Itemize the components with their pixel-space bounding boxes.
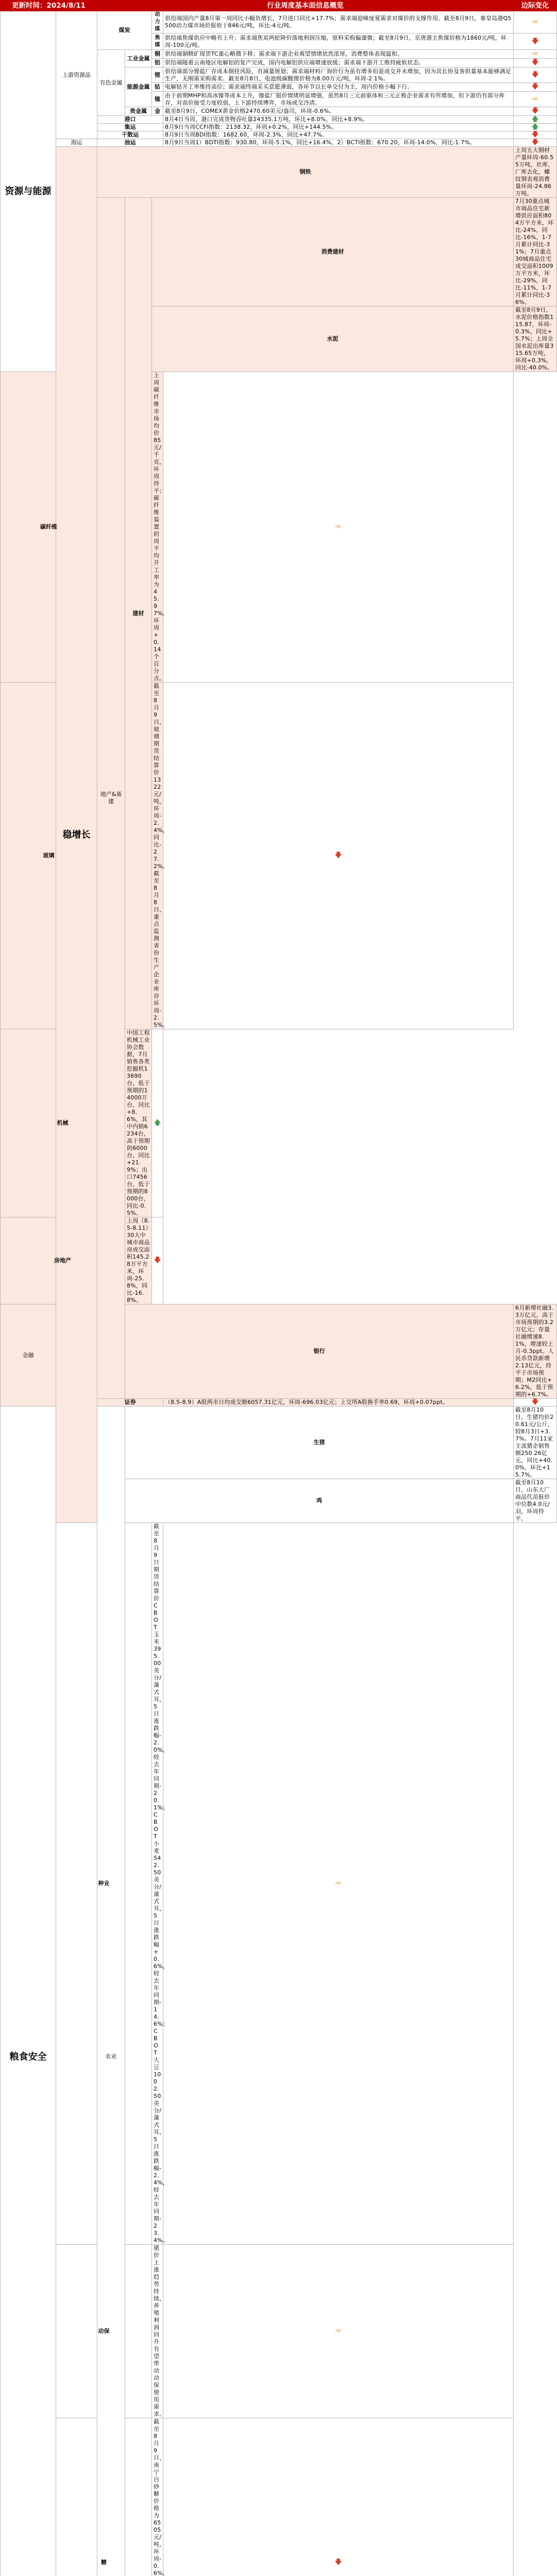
- item-label: 糖: [56, 2418, 152, 2576]
- item-label: 金: [152, 107, 163, 116]
- item-label: 钢铁: [97, 147, 514, 198]
- trend-icon: ⇨: [514, 50, 557, 59]
- item-label: 动保: [56, 2245, 152, 2418]
- item-label: 证券: [97, 1399, 163, 1406]
- item-label: 动力煤: [152, 11, 163, 33]
- table-title: 行业周度基本面信息概览: [97, 1, 514, 11]
- info-text: 上周五大钢材产量环周-60.55万吨，社库、厂库去化，螺纹钢表观消费量环周-24.86万吨。: [514, 147, 557, 198]
- info-text: 截至8月9日，水泥价格指数115.87，环周-0.3%，同比+5.7%；上周全国水泥出库量315.65万吨，环周+0.3%，同比-40.0%。: [514, 307, 557, 372]
- group-label: 海运: [56, 139, 97, 147]
- trend-icon: 🡇: [514, 33, 557, 50]
- trend-icon: 🡅: [152, 1029, 163, 1217]
- group-label: 建材: [125, 198, 152, 1029]
- trend-icon: 🡇: [514, 59, 557, 67]
- info-text: 截至8月10日，生猪均价20.61元/公斤，较8月3日+3.7%。7月11家主流猪企销售额250.26亿元，同比+40.0%，环比+15.7%。: [514, 1406, 557, 1479]
- item-label: 港口: [97, 116, 163, 124]
- info-text: 供给端随着云南地区电解铝的复产完成，国内电解铝供应端增速放缓；需求端下游开工维持疲软状态。: [163, 59, 514, 67]
- item-label: 消费建材: [152, 198, 514, 307]
- trend-icon: 🡇: [514, 67, 557, 83]
- item-label: 锂: [152, 67, 163, 83]
- item-label: 钴: [152, 83, 163, 92]
- info-text: 截至8月9日，玻璃期货结算价1322元/吨，环周-2.4%，同比-27.2%。截至8月8日，重点监测省份生产企业库存环周-2.5%。: [152, 683, 163, 1029]
- item-label: 干散运: [97, 131, 163, 139]
- info-text: 中国工程机械工业协会数据，7月销售各类挖掘机13690台，低于预期的14000万台，同比+8.6%，其中内销6234台，高于预期的6000台，同比+21.9%；出口7456台，低于预期的8000台，同比-0.5%。: [125, 1029, 152, 1217]
- info-text: 供给端焦煤供应中略有上升；需求端焦炭两轮降价落地利润压缩，原料采购偏谨慎；截至8月9日，京唐港主焦煤价格为1860元/吨，环周-100元/吨。: [163, 33, 514, 50]
- item-label: 机械: [1, 1029, 125, 1217]
- info-text: 电解钴开工率维持高位；需求端终端采买意愿薄弱，各环节以长单交付为主，周内价格小幅下行。: [163, 83, 514, 92]
- item-label: 集运: [97, 124, 163, 131]
- info-text: （8.5-8.9）A股两市日均成交额6057.31亿元，环周-696.03亿元；上交所A股换手率0.69，环周+0.07ppt。: [163, 1399, 514, 1406]
- trend-icon: ⇨: [163, 2245, 514, 2418]
- info-text: 8月9日当周BDI指数：1682.60，环周-2.3%，同比+47.7%。: [163, 131, 514, 139]
- item-label: 水泥: [152, 307, 514, 372]
- info-text: 截至8月9日期货结算价CBOT玉米395.00美分/蒲式耳，5日涨跌幅-2.0%，较去年同期-20.1%；CBOT小麦542.50美分/蒲式耳，5日涨跌幅+0.6%，较去年同期-14.6%；CBOT大豆1002.50美分/蒲式耳，5日涨跌幅-2.4%，较去年同期-23.4%。: [152, 1523, 163, 2245]
- group-label: 工业金属: [125, 50, 152, 67]
- info-text: 上周（8.5-8.11）30大中城市商品房成交面积145.28万平方米，环周-25.8%，同比-16.8%。: [125, 1217, 152, 1304]
- trend-icon: ⇨: [514, 11, 557, 33]
- trend-icon: 🡅: [514, 124, 557, 131]
- info-text: 猪价上涨趋势持续，养殖利润回升有望带动动保使用需求。: [152, 2245, 163, 2418]
- item-label: 玻璃: [1, 683, 97, 1029]
- item-label: 碳纤维: [1, 372, 97, 683]
- update-time: 更新时间：2024/8/11: [1, 1, 97, 11]
- trend-icon: 🡇: [514, 131, 557, 139]
- group-label: 有色金属: [97, 50, 125, 116]
- item-label: 焦煤: [152, 33, 163, 50]
- group-label: 煤炭: [97, 11, 152, 50]
- info-text: 供给端部分锂盐厂存成本倒挂风险，有减量规划；需求端材料厂询价行为虽有增多但是成交并未增加，因为其长协及客供量基本能够满足生产，无刚需采购需求。截至8月8日，电池级碳酸锂价格为8.00万元/吨，环周-2.1%。: [163, 67, 514, 83]
- item-label: 镍: [152, 92, 163, 107]
- item-label: 生猪: [125, 1406, 514, 1479]
- group-label: 金融: [1, 1304, 56, 1406]
- section-label: 资源与能源: [1, 11, 56, 372]
- item-label: 种业: [56, 1523, 152, 2245]
- trend-icon: 🡅: [514, 116, 557, 124]
- trend-icon: 🡇: [514, 107, 557, 116]
- item-label: 鸡: [125, 1479, 514, 1523]
- group-label: 贵金属: [125, 107, 152, 116]
- trend-icon: 🡇: [514, 1399, 557, 1406]
- item-label: 铝: [152, 59, 163, 67]
- info-text: 由于前期MHP和高冰镍等成本上升，镍盐厂挺价情绪明显增强，虽然8月三元前驱体和三元正极企业需求有所增加，但下游仍有部分库存，对高价接受力度较弱，上下游持续博弈，市场成交冷清。: [163, 92, 514, 107]
- trend-icon: 🡇: [152, 1217, 163, 1304]
- info-text: 供给端铜精矿现货TC重心略微下移；需求端下游企业观望情绪依然浓厚，消费整体表现温和。: [163, 50, 514, 59]
- info-text: 截至8月10日，山东大厂商品代苗报价中位数4.0元/羽，环周持平。: [514, 1479, 557, 1523]
- group-label: 地产&基建: [97, 198, 125, 1399]
- item-label: 铜: [152, 50, 163, 59]
- trend-icon: 🡇: [163, 2418, 514, 2576]
- info-text: 8月4日当周，港口完成货物吞吐量24335.1万吨，环比+8.0%，同比+8.9%。: [163, 116, 514, 124]
- group-label: 上游资源品: [56, 11, 97, 139]
- trend-icon: ⇨: [163, 372, 514, 683]
- info-text: 供给端国内产量8月第一周同比小幅负增长，7月进口同比+17.7%；需求端迎峰度夏需求对煤价的支撑作用。截至8月9日，秦皇岛港Q5500动力煤市场价报收于846元/吨，环比-4元/吨。: [163, 11, 514, 33]
- info-text: 6月新增社融3.3万亿元，高于市场预期的3.2万亿元；存量社融增速8.1%，增速较上月-0.3ppt。人民币贷款新增2.13亿元，持平于市场预期；M2同比+6.2%，低于预期的+6.7%。: [514, 1304, 557, 1399]
- info-text: 截至8月9日，南宁白砂糖价格为6505元/吨，环周-0.6%，: [152, 2418, 163, 2576]
- change-column-header: 边际变化: [514, 1, 557, 11]
- trend-icon: ⇨: [514, 92, 557, 107]
- section-label: 粮食安全: [1, 1406, 56, 2576]
- item-label: 银行: [125, 1304, 514, 1399]
- group-label: 能源金属: [125, 67, 152, 107]
- section-label: 稳增长: [56, 147, 97, 1523]
- trend-icon: 🡇: [163, 683, 514, 1029]
- info-text: 7月30重点城市商品住宅新增供应面积804万平方米，环比-24%，同比-16%，1-7月累计同比-31%；7月重点30城商品住宅成交面积1009万平方米，环比-29%，同比-11%，1-7月累计同比-36%。: [514, 198, 557, 307]
- item-label: 房地产: [1, 1217, 125, 1304]
- trend-icon: 🡇: [514, 83, 557, 92]
- group-label: 农业: [97, 1406, 125, 2576]
- trend-icon: 🡇: [514, 139, 557, 147]
- info-text: 截至8月9日，COMEX黄金价格2470.60美元/盎司，环周-0.6%。: [163, 107, 514, 116]
- info-text: 8月9日当周1）BDTI指数：930.80，环周-5.1%，同比+16.4%。2）BCTI指数：670.20，环周-14.0%，同比-1.7%。: [163, 139, 514, 147]
- info-text: 8月9日当周CCFI指数：2138.32，环周+0.2%，同比+144.5%。: [163, 124, 514, 131]
- trend-icon: ⇨: [163, 1523, 514, 2245]
- info-text: 上周碳纤维市场均价85元/千克，环周持平；碳纤维装置的周平均开工率为45.97%，环周+0.14个百分点。: [152, 372, 163, 683]
- item-label: 油运: [97, 139, 163, 147]
